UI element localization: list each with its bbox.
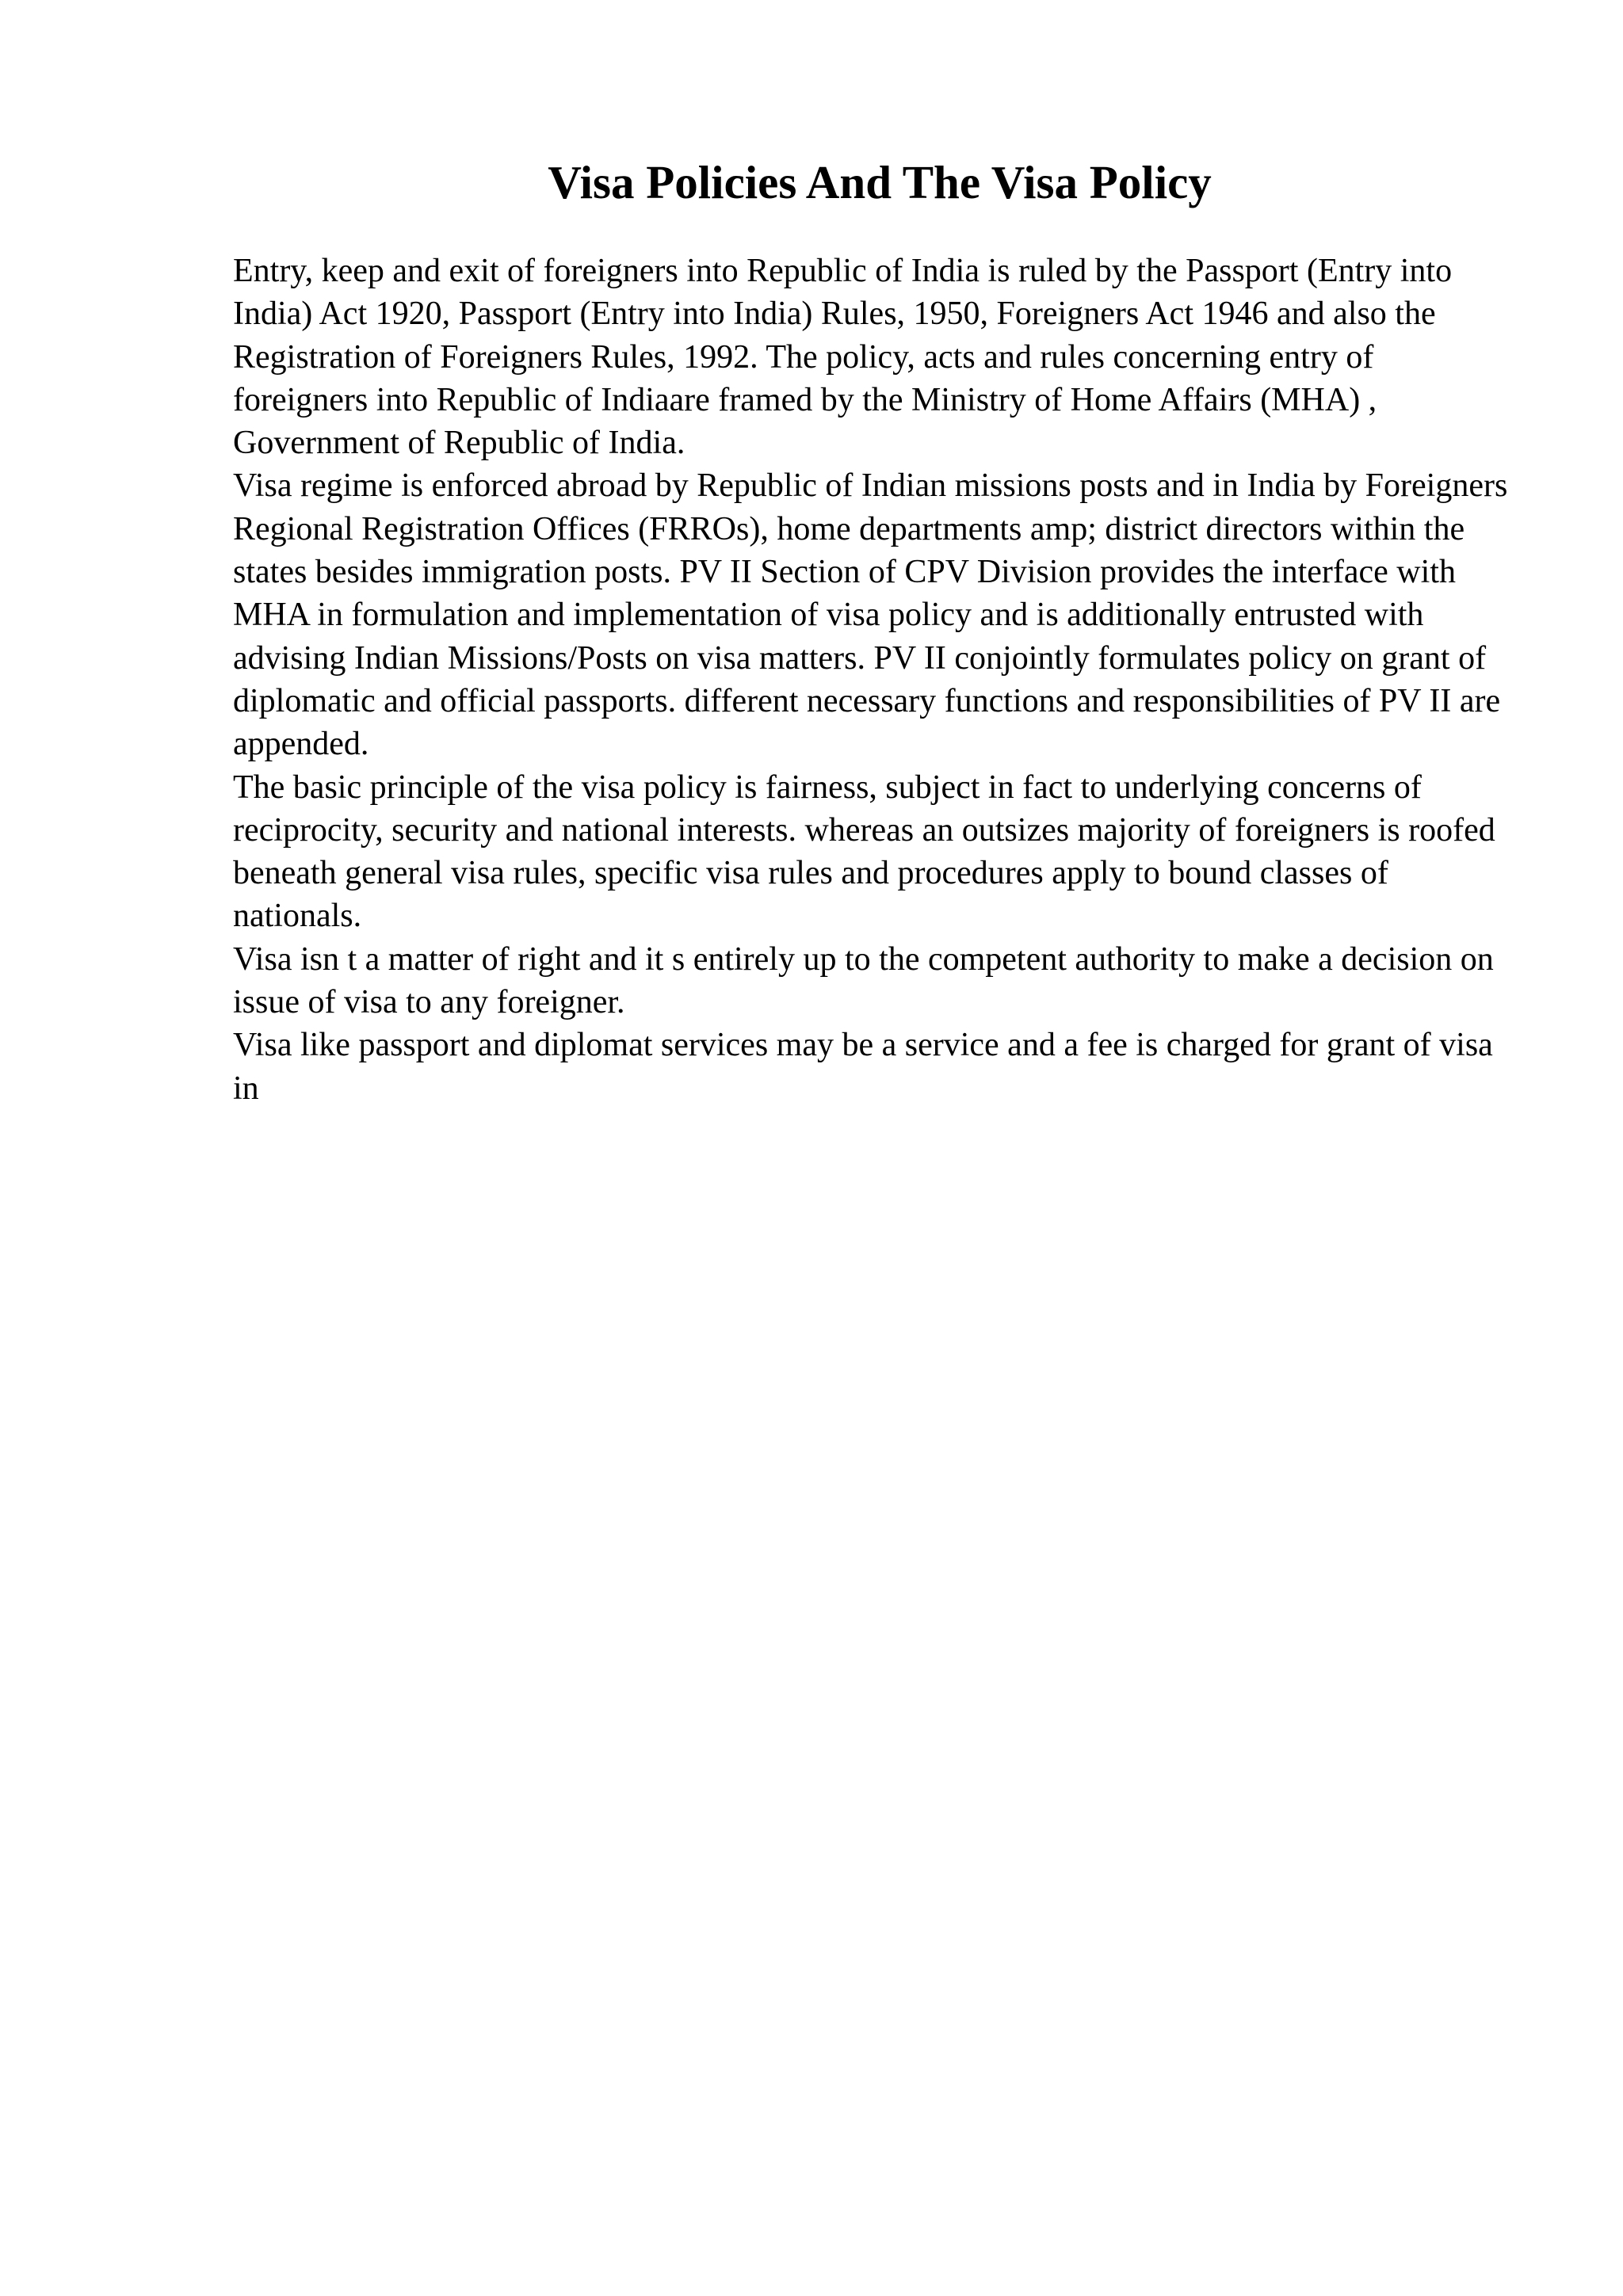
paragraph-visa-not-right: Visa isn t a matter of right and it s entirely up to the competent authority to make a decision on issue of visa to any foreigner.	[233, 940, 1494, 1021]
document-body	[233, 250, 1517, 1110]
paragraph-visa-regime: Visa regime is enforced abroad by Republic of Indian missions posts and in India by Foreigners Regional Registration Offices (FRROs), home departments amp; district directors within the states besides immigration posts. PV II Section of CPV Division provides the interface with MHA in formulation and implementation of visa policy and is additionally entrusted with advising Indian Missions/Posts on visa matters. PV II conjointly formulates policy on grant of diplomatic and official passports. different necessary functions and responsibilities of PV II are appended.	[233, 467, 1508, 763]
paragraph-basic-principle: The basic principle of the visa policy is fairness, subject in fact to underlying concerns of reciprocity, security and national interests. whereas an outsizes majority of foreigners is roofed beneath general visa rules, specific visa rules and procedures apply to bound classes of nationals.	[233, 769, 1495, 935]
paragraph-visa-fee: Visa like passport and diplomat services may be a service and a fee is charged for grant of visa in	[233, 1027, 1493, 1107]
document-title: Visa Policies And The Visa Policy	[548, 156, 1212, 208]
paragraph-entry-exit-acts: Entry, keep and exit of foreigners into Republic of India is ruled by the Passport (Entry into India) Act 1920, Passport (Entry into India) Rules, 1950, Foreigners Act 1946 and also the Registration of Foreigners Rules, 1992. The policy, acts and rules concerning entry of foreigners into Republic of Indiaare framed by the Ministry of Home Affairs (MHA) , Government of Republic of India.	[233, 253, 1453, 462]
